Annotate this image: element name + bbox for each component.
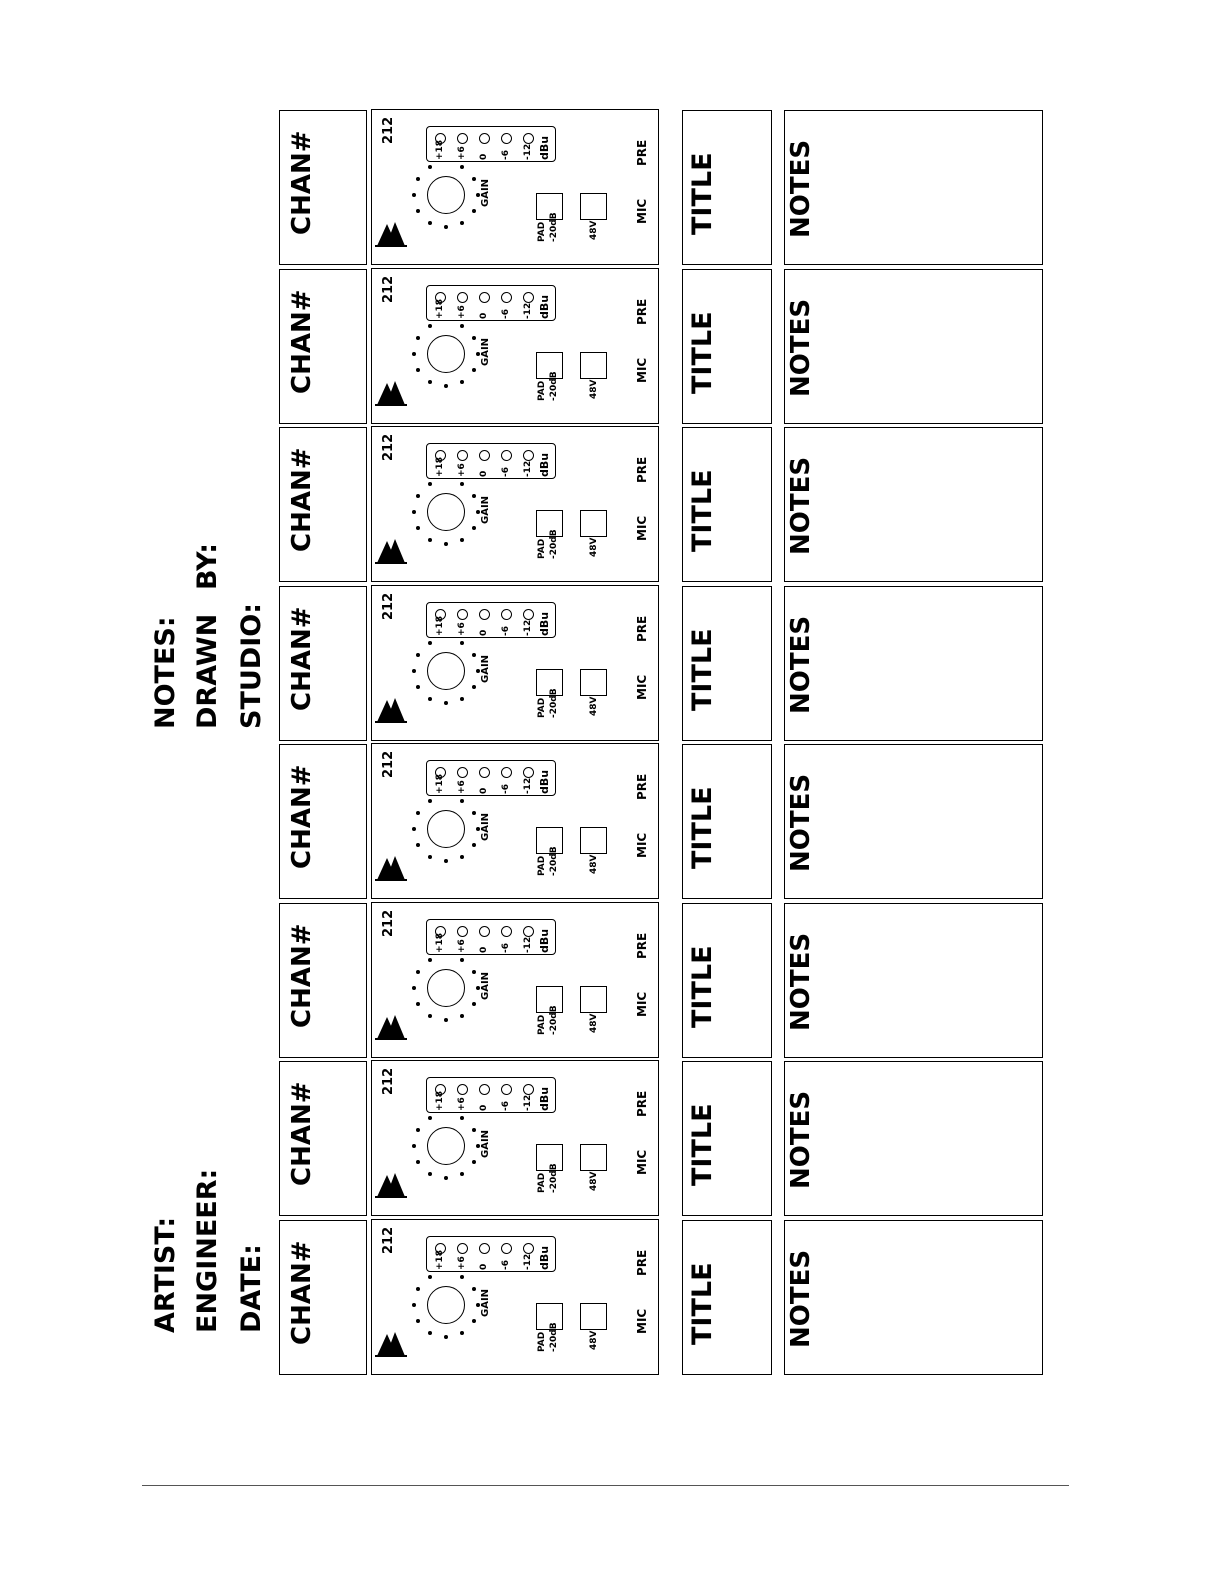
meter-label: -12: [523, 936, 533, 953]
gain-tick-dot: [428, 538, 432, 542]
gain-tick-dot: [412, 986, 416, 990]
gain-knob-icon: [427, 1286, 465, 1324]
artist-label: ARTIST:: [150, 1216, 181, 1333]
meter-unit-label: dBu: [538, 452, 551, 477]
meter-led-icon: [479, 609, 490, 620]
gain-tick-dot: [428, 697, 432, 701]
meter-led-icon: [523, 133, 534, 144]
meter-label: +18: [435, 615, 445, 636]
phantom-label: 48V: [589, 537, 599, 557]
pre-label: PRE: [635, 615, 649, 642]
meter-led-icon: [479, 292, 490, 303]
pre-label: PRE: [635, 932, 649, 959]
gain-tick-dot: [472, 970, 476, 974]
pad-label: PAD: [537, 221, 547, 242]
mic-label: MIC: [635, 357, 649, 383]
notes-label: NOTES: [786, 298, 816, 397]
meter-label: 0: [479, 153, 489, 160]
gain-tick-dot: [428, 855, 432, 859]
mic-label: MIC: [635, 1149, 649, 1175]
notes-box: [784, 427, 1043, 582]
meter-led-icon: [457, 609, 468, 620]
model-label: 212: [381, 116, 396, 144]
gain-tick-dot: [444, 1176, 448, 1180]
pad-value-label: -20dB: [549, 1163, 559, 1193]
pad-label: PAD: [537, 1172, 547, 1193]
phantom-label: 48V: [589, 379, 599, 399]
gain-label: GAIN: [480, 812, 491, 841]
meter-label: 0: [479, 629, 489, 636]
brand-logo-icon: [375, 379, 409, 407]
gain-tick-dot: [428, 380, 432, 384]
meter-led-icon: [479, 1084, 490, 1095]
meter-unit-label: dBu: [538, 611, 551, 636]
notes-label: NOTES: [786, 932, 816, 1031]
meter-led-icon: [523, 926, 534, 937]
phantom-switch: [580, 1303, 607, 1330]
gain-label: GAIN: [480, 1129, 491, 1158]
gain-label: GAIN: [480, 495, 491, 524]
phantom-switch: [580, 986, 607, 1013]
model-label: 212: [381, 909, 396, 937]
meter-unit-label: dBu: [538, 769, 551, 794]
gain-tick-dot: [444, 542, 448, 546]
chan-label: CHAN#: [287, 923, 317, 1028]
chan-label: CHAN#: [287, 1081, 317, 1186]
chan-label: CHAN#: [287, 764, 317, 869]
gain-tick-dot: [444, 225, 448, 229]
gain-knob-icon: [427, 969, 465, 1007]
gain-knob-icon: [427, 176, 465, 214]
notes-label: NOTES: [786, 615, 816, 714]
title-label: TITLE: [687, 469, 718, 552]
meter-label: -12: [523, 1094, 533, 1111]
drawn-label: DRAWN: [192, 613, 223, 729]
mic-label: MIC: [635, 832, 649, 858]
meter-led-icon: [479, 926, 490, 937]
model-label: 212: [381, 1226, 396, 1254]
gain-tick-dot: [412, 669, 416, 673]
gain-tick-dot: [460, 221, 464, 225]
meter-label: 0: [479, 1104, 489, 1111]
chan-label: CHAN#: [287, 1240, 317, 1345]
pad-label: PAD: [537, 855, 547, 876]
brand-logo-icon: [375, 1171, 409, 1199]
meter-led-icon: [457, 926, 468, 937]
meter-label: -12: [523, 143, 533, 160]
meter-label: -12: [523, 302, 533, 319]
model-label: 212: [381, 275, 396, 303]
meter-led-icon: [457, 1243, 468, 1254]
studio-label: STUDIO:: [236, 603, 267, 729]
gain-tick-dot: [472, 1287, 476, 1291]
gain-tick-dot: [428, 1014, 432, 1018]
title-label: TITLE: [687, 152, 718, 235]
brand-logo-icon: [375, 1013, 409, 1041]
meter-led-icon: [479, 767, 490, 778]
mic-label: MIC: [635, 1308, 649, 1334]
meter-label: +6: [457, 1097, 467, 1111]
meter-label: -6: [501, 309, 511, 319]
meter-label: +6: [457, 780, 467, 794]
pad-value-label: -20dB: [549, 846, 559, 876]
pre-label: PRE: [635, 1090, 649, 1117]
meter-label: -12: [523, 460, 533, 477]
gain-tick-dot: [412, 827, 416, 831]
meter-label: +6: [457, 146, 467, 160]
gain-label: GAIN: [480, 654, 491, 683]
pre-label: PRE: [635, 298, 649, 325]
brand-logo-icon: [375, 1330, 409, 1358]
pad-label: PAD: [537, 697, 547, 718]
pre-label: PRE: [635, 456, 649, 483]
phantom-switch: [580, 827, 607, 854]
meter-label: +18: [435, 773, 445, 794]
meter-unit-label: dBu: [538, 1086, 551, 1111]
meter-label: +6: [457, 622, 467, 636]
notes-box: [784, 744, 1043, 899]
meter-label: 0: [479, 946, 489, 953]
pad-value-label: -20dB: [549, 371, 559, 401]
meter-led-icon: [501, 767, 512, 778]
pad-label: PAD: [537, 380, 547, 401]
chan-label: CHAN#: [287, 130, 317, 235]
gain-tick-dot: [472, 653, 476, 657]
pad-label: PAD: [537, 1331, 547, 1352]
meter-label: +18: [435, 1249, 445, 1270]
meter-label: +6: [457, 939, 467, 953]
meter-label: -6: [501, 784, 511, 794]
notes-label: NOTES: [786, 1249, 816, 1348]
notes-box: [784, 903, 1043, 1058]
engineer-label: ENGINEER:: [192, 1168, 223, 1333]
gain-tick-dot: [444, 701, 448, 705]
meter-label: -12: [523, 1253, 533, 1270]
gain-knob-icon: [427, 810, 465, 848]
chan-label: CHAN#: [287, 289, 317, 394]
meter-led-icon: [457, 767, 468, 778]
gain-tick-dot: [472, 336, 476, 340]
gain-tick-dot: [444, 859, 448, 863]
gain-tick-dot: [412, 1303, 416, 1307]
phantom-label: 48V: [589, 220, 599, 240]
meter-label: -6: [501, 467, 511, 477]
gain-tick-dot: [472, 843, 476, 847]
model-label: 212: [381, 592, 396, 620]
meter-label: 0: [479, 1263, 489, 1270]
meter-unit-label: dBu: [538, 928, 551, 953]
notes-box: [784, 110, 1043, 265]
meter-label: +18: [435, 139, 445, 160]
mic-label: MIC: [635, 198, 649, 224]
chan-label: CHAN#: [287, 606, 317, 711]
gain-tick-dot: [412, 1144, 416, 1148]
brand-logo-icon: [375, 854, 409, 882]
gain-tick-dot: [428, 221, 432, 225]
meter-unit-label: dBu: [538, 294, 551, 319]
gain-tick-dot: [428, 1172, 432, 1176]
pad-value-label: -20dB: [549, 1322, 559, 1352]
meter-label: +6: [457, 1256, 467, 1270]
pad-label: PAD: [537, 1014, 547, 1035]
meter-unit-label: dBu: [538, 135, 551, 160]
brand-logo-icon: [375, 537, 409, 565]
gain-tick-dot: [444, 1335, 448, 1339]
meter-label: -12: [523, 619, 533, 636]
meter-led-icon: [501, 1243, 512, 1254]
notes-label: NOTES: [786, 773, 816, 872]
model-label: 212: [381, 750, 396, 778]
meter-label: -12: [523, 777, 533, 794]
gain-knob-icon: [427, 652, 465, 690]
gain-tick-dot: [460, 855, 464, 859]
gain-tick-dot: [460, 1014, 464, 1018]
chan-label: CHAN#: [287, 447, 317, 552]
notes-label: NOTES: [786, 456, 816, 555]
phantom-label: 48V: [589, 1171, 599, 1191]
meter-label: -6: [501, 1260, 511, 1270]
gain-tick-dot: [472, 811, 476, 815]
meter-label: 0: [479, 787, 489, 794]
meter-led-icon: [523, 1084, 534, 1095]
meter-label: +18: [435, 456, 445, 477]
meter-led-icon: [523, 292, 534, 303]
meter-unit-label: dBu: [538, 1245, 551, 1270]
gain-label: GAIN: [480, 337, 491, 366]
meter-led-icon: [501, 609, 512, 620]
gain-knob-icon: [427, 493, 465, 531]
gain-tick-dot: [472, 526, 476, 530]
date-label: DATE:: [236, 1244, 267, 1333]
pad-value-label: -20dB: [549, 529, 559, 559]
title-label: TITLE: [687, 1262, 718, 1345]
phantom-switch: [580, 1144, 607, 1171]
gain-tick-dot: [460, 538, 464, 542]
meter-label: 0: [479, 312, 489, 319]
gain-tick-dot: [460, 697, 464, 701]
pad-label: PAD: [537, 538, 547, 559]
meter-led-icon: [501, 450, 512, 461]
phantom-label: 48V: [589, 696, 599, 716]
meter-label: +18: [435, 932, 445, 953]
gain-knob-icon: [427, 335, 465, 373]
meter-led-icon: [457, 1084, 468, 1095]
meter-label: 0: [479, 470, 489, 477]
notes-box: [784, 269, 1043, 424]
by-label: BY:: [192, 542, 223, 590]
notes-header-label: NOTES:: [150, 616, 181, 729]
gain-tick-dot: [472, 1002, 476, 1006]
model-label: 212: [381, 1067, 396, 1095]
pad-value-label: -20dB: [549, 688, 559, 718]
meter-label: +18: [435, 1090, 445, 1111]
meter-led-icon: [501, 133, 512, 144]
title-label: TITLE: [687, 786, 718, 869]
pre-label: PRE: [635, 773, 649, 800]
gain-tick-dot: [460, 1331, 464, 1335]
title-label: TITLE: [687, 311, 718, 394]
meter-led-icon: [479, 133, 490, 144]
title-label: TITLE: [687, 628, 718, 711]
gain-knob-icon: [427, 1127, 465, 1165]
meter-label: -6: [501, 1101, 511, 1111]
notes-label: NOTES: [786, 139, 816, 238]
gain-tick-dot: [412, 510, 416, 514]
notes-label: NOTES: [786, 1090, 816, 1189]
notes-box: [784, 586, 1043, 741]
phantom-switch: [580, 352, 607, 379]
meter-led-icon: [457, 450, 468, 461]
gain-tick-dot: [444, 384, 448, 388]
meter-led-icon: [457, 292, 468, 303]
meter-led-icon: [479, 450, 490, 461]
gain-tick-dot: [472, 1128, 476, 1132]
meter-led-icon: [523, 609, 534, 620]
phantom-switch: [580, 193, 607, 220]
model-label: 212: [381, 433, 396, 461]
pad-value-label: -20dB: [549, 1005, 559, 1035]
gain-label: GAIN: [480, 971, 491, 1000]
meter-led-icon: [501, 292, 512, 303]
gain-tick-dot: [472, 209, 476, 213]
gain-tick-dot: [428, 1331, 432, 1335]
gain-tick-dot: [412, 193, 416, 197]
meter-label: +18: [435, 298, 445, 319]
phantom-switch: [580, 669, 607, 696]
brand-logo-icon: [375, 696, 409, 724]
gain-tick-dot: [472, 1160, 476, 1164]
title-label: TITLE: [687, 1103, 718, 1186]
mic-label: MIC: [635, 674, 649, 700]
gain-tick-dot: [472, 685, 476, 689]
meter-led-icon: [501, 1084, 512, 1095]
gain-tick-dot: [472, 368, 476, 372]
gain-tick-dot: [460, 1172, 464, 1176]
mic-label: MIC: [635, 515, 649, 541]
meter-led-icon: [523, 1243, 534, 1254]
gain-label: GAIN: [480, 178, 491, 207]
meter-label: -6: [501, 943, 511, 953]
gain-tick-dot: [460, 380, 464, 384]
meter-led-icon: [523, 767, 534, 778]
gain-tick-dot: [444, 1018, 448, 1022]
notes-box: [784, 1220, 1043, 1375]
phantom-switch: [580, 510, 607, 537]
brand-logo-icon: [375, 220, 409, 248]
gain-tick-dot: [412, 352, 416, 356]
title-label: TITLE: [687, 945, 718, 1028]
meter-led-icon: [479, 1243, 490, 1254]
gain-tick-dot: [472, 1319, 476, 1323]
footer-rule: [142, 1485, 1069, 1486]
gain-tick-dot: [472, 177, 476, 181]
gain-label: GAIN: [480, 1288, 491, 1317]
meter-led-icon: [523, 450, 534, 461]
pad-value-label: -20dB: [549, 212, 559, 242]
meter-label: +6: [457, 463, 467, 477]
mic-label: MIC: [635, 991, 649, 1017]
meter-label: -6: [501, 626, 511, 636]
meter-led-icon: [501, 926, 512, 937]
meter-label: +6: [457, 305, 467, 319]
meter-led-icon: [457, 133, 468, 144]
pre-label: PRE: [635, 139, 649, 166]
meter-label: -6: [501, 150, 511, 160]
gain-tick-dot: [472, 494, 476, 498]
notes-box: [784, 1061, 1043, 1216]
phantom-label: 48V: [589, 1330, 599, 1350]
phantom-label: 48V: [589, 1013, 599, 1033]
phantom-label: 48V: [589, 854, 599, 874]
pre-label: PRE: [635, 1249, 649, 1276]
